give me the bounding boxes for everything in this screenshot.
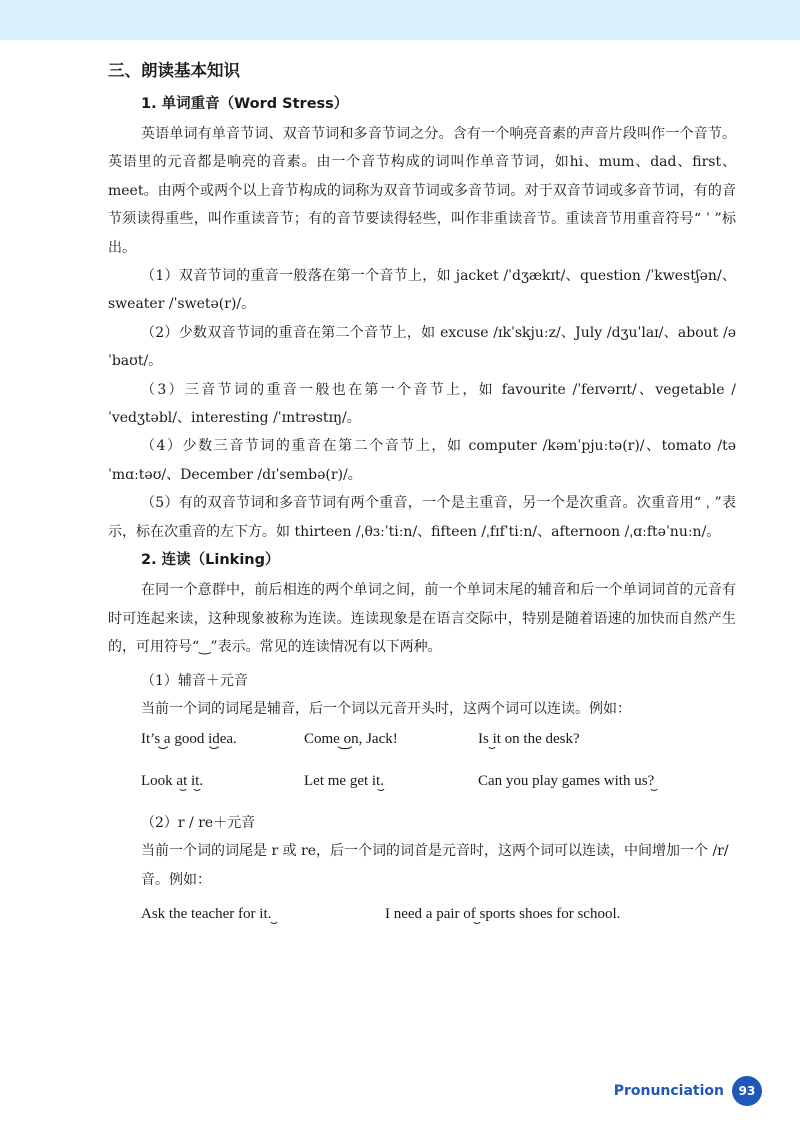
example-row-2 — [141, 765, 736, 805]
word-stress-intro: 英语单词有单音节词、双音节词和多音节词之分。含有一个响亮音素的声音片段叫作一个音节。英语里的元音都是响亮的音素。由一个音节构成的词叫作单音节词，如hi、mum、dad、first、meet。由两个或两个以上音节构成的词称为双音节词或多音节词。对于双音节词或多音节词，有的音节须读得重些，叫作重读音节；有的音节要读得轻些，叫作非重读音节。重读音节用重音符号“ ˈ ”标出。 — [108, 126, 736, 256]
page-footer — [614, 1076, 762, 1106]
linking-case2-desc: 当前一个词的词尾是 r 或 re，后一个词的词首是元音时，这两个词可以连读，中间增加一个 /r/ 音。例如： — [141, 843, 729, 888]
example-row-3 — [141, 898, 736, 938]
stress-rule-3: （3）三音节词的重音一般也在第一个音节上，如 favourite /ˈfeɪvərɪt/、vegetable /ˈvedʒtəbl/、interesting /ˈɪntrəstɪŋ/。 — [108, 381, 736, 427]
linking-heading: 2. 连读（Linking） — [141, 552, 280, 569]
linking-mark — [269, 917, 279, 924]
stress-rule-5: （5）有的双音节词和多音节词有两个重音，一个是主重音，另一个是次重音。次重音用“ ˌ ”表示，标在次重音的左下方。如 thirteen /ˌθɜːˈtiːn/、fifteen /ˌfɪfˈtiːn/、afternoon /ˌɑːftəˈnuːn/。 — [108, 495, 736, 540]
stress-rule-2: （2）少数双音节词的重音在第二个音节上，如 excuse /ɪkˈskjuːz/、July /dʒuˈlaɪ/、about /əˈbaʊt/。 — [108, 324, 736, 370]
linking-intro: 在同一个意群中，前后相连的两个单词之间，前一个单词末尾的辅音和后一个单词词首的元音有时可连起来读，这种现象被称为连读。连读现象是在语言交际中，特别是随着语速的加快而自然产生的，可用符号“‿”表示。常见的连读情况有以下两种。 — [108, 582, 736, 655]
example-sentence: Look at it. — [141, 773, 204, 790]
example-sentence: Ask the teacher for it. — [141, 906, 272, 923]
example-sentence: I need a pair of sports shoes for school. — [385, 906, 621, 923]
stress-rule-1: （1）双音节词的重音一般落在第一个音节上，如 jacket /ˈdʒækɪt/、question /ˈkwestʃən/、sweater /ˈswetə(r)/。 — [108, 268, 736, 313]
example-sentence: Let me get it. — [304, 773, 384, 790]
linking-mark — [376, 784, 386, 791]
top-color-band — [0, 0, 800, 40]
example-sentence: Come on, Jack! — [304, 731, 398, 748]
word-stress-heading: 1. 单词重音（Word Stress） — [141, 96, 349, 112]
page-content — [108, 58, 736, 938]
example-sentence: It’s a good idea. — [141, 731, 237, 748]
linking-mark — [649, 784, 659, 791]
linking-case1-desc: 当前一个词的词尾是辅音，后一个词以元音开头时，这两个词可以连读。例如： — [141, 701, 631, 718]
footer-title: Pronunciation — [613, 1083, 724, 1099]
linking-case2-label: （2）r / re＋元音 — [141, 815, 256, 832]
linking-case1-label: （1）辅音＋元音 — [141, 673, 248, 690]
example-sentence: Is it on the desk? — [478, 731, 580, 748]
stress-rule-4: （4）少数三音节词的重音在第二个音节上，如 computer /kəmˈpjuːtə(r)/、tomato /təˈmɑːtəʊ/、December /dɪˈsembə(r)/。 — [108, 438, 736, 483]
page-number-badge: 93 — [732, 1076, 762, 1106]
section-title: 三、朗读基本知识 — [108, 61, 240, 80]
example-row-1 — [141, 723, 736, 763]
example-sentence: Can you play games with us? — [478, 773, 655, 790]
